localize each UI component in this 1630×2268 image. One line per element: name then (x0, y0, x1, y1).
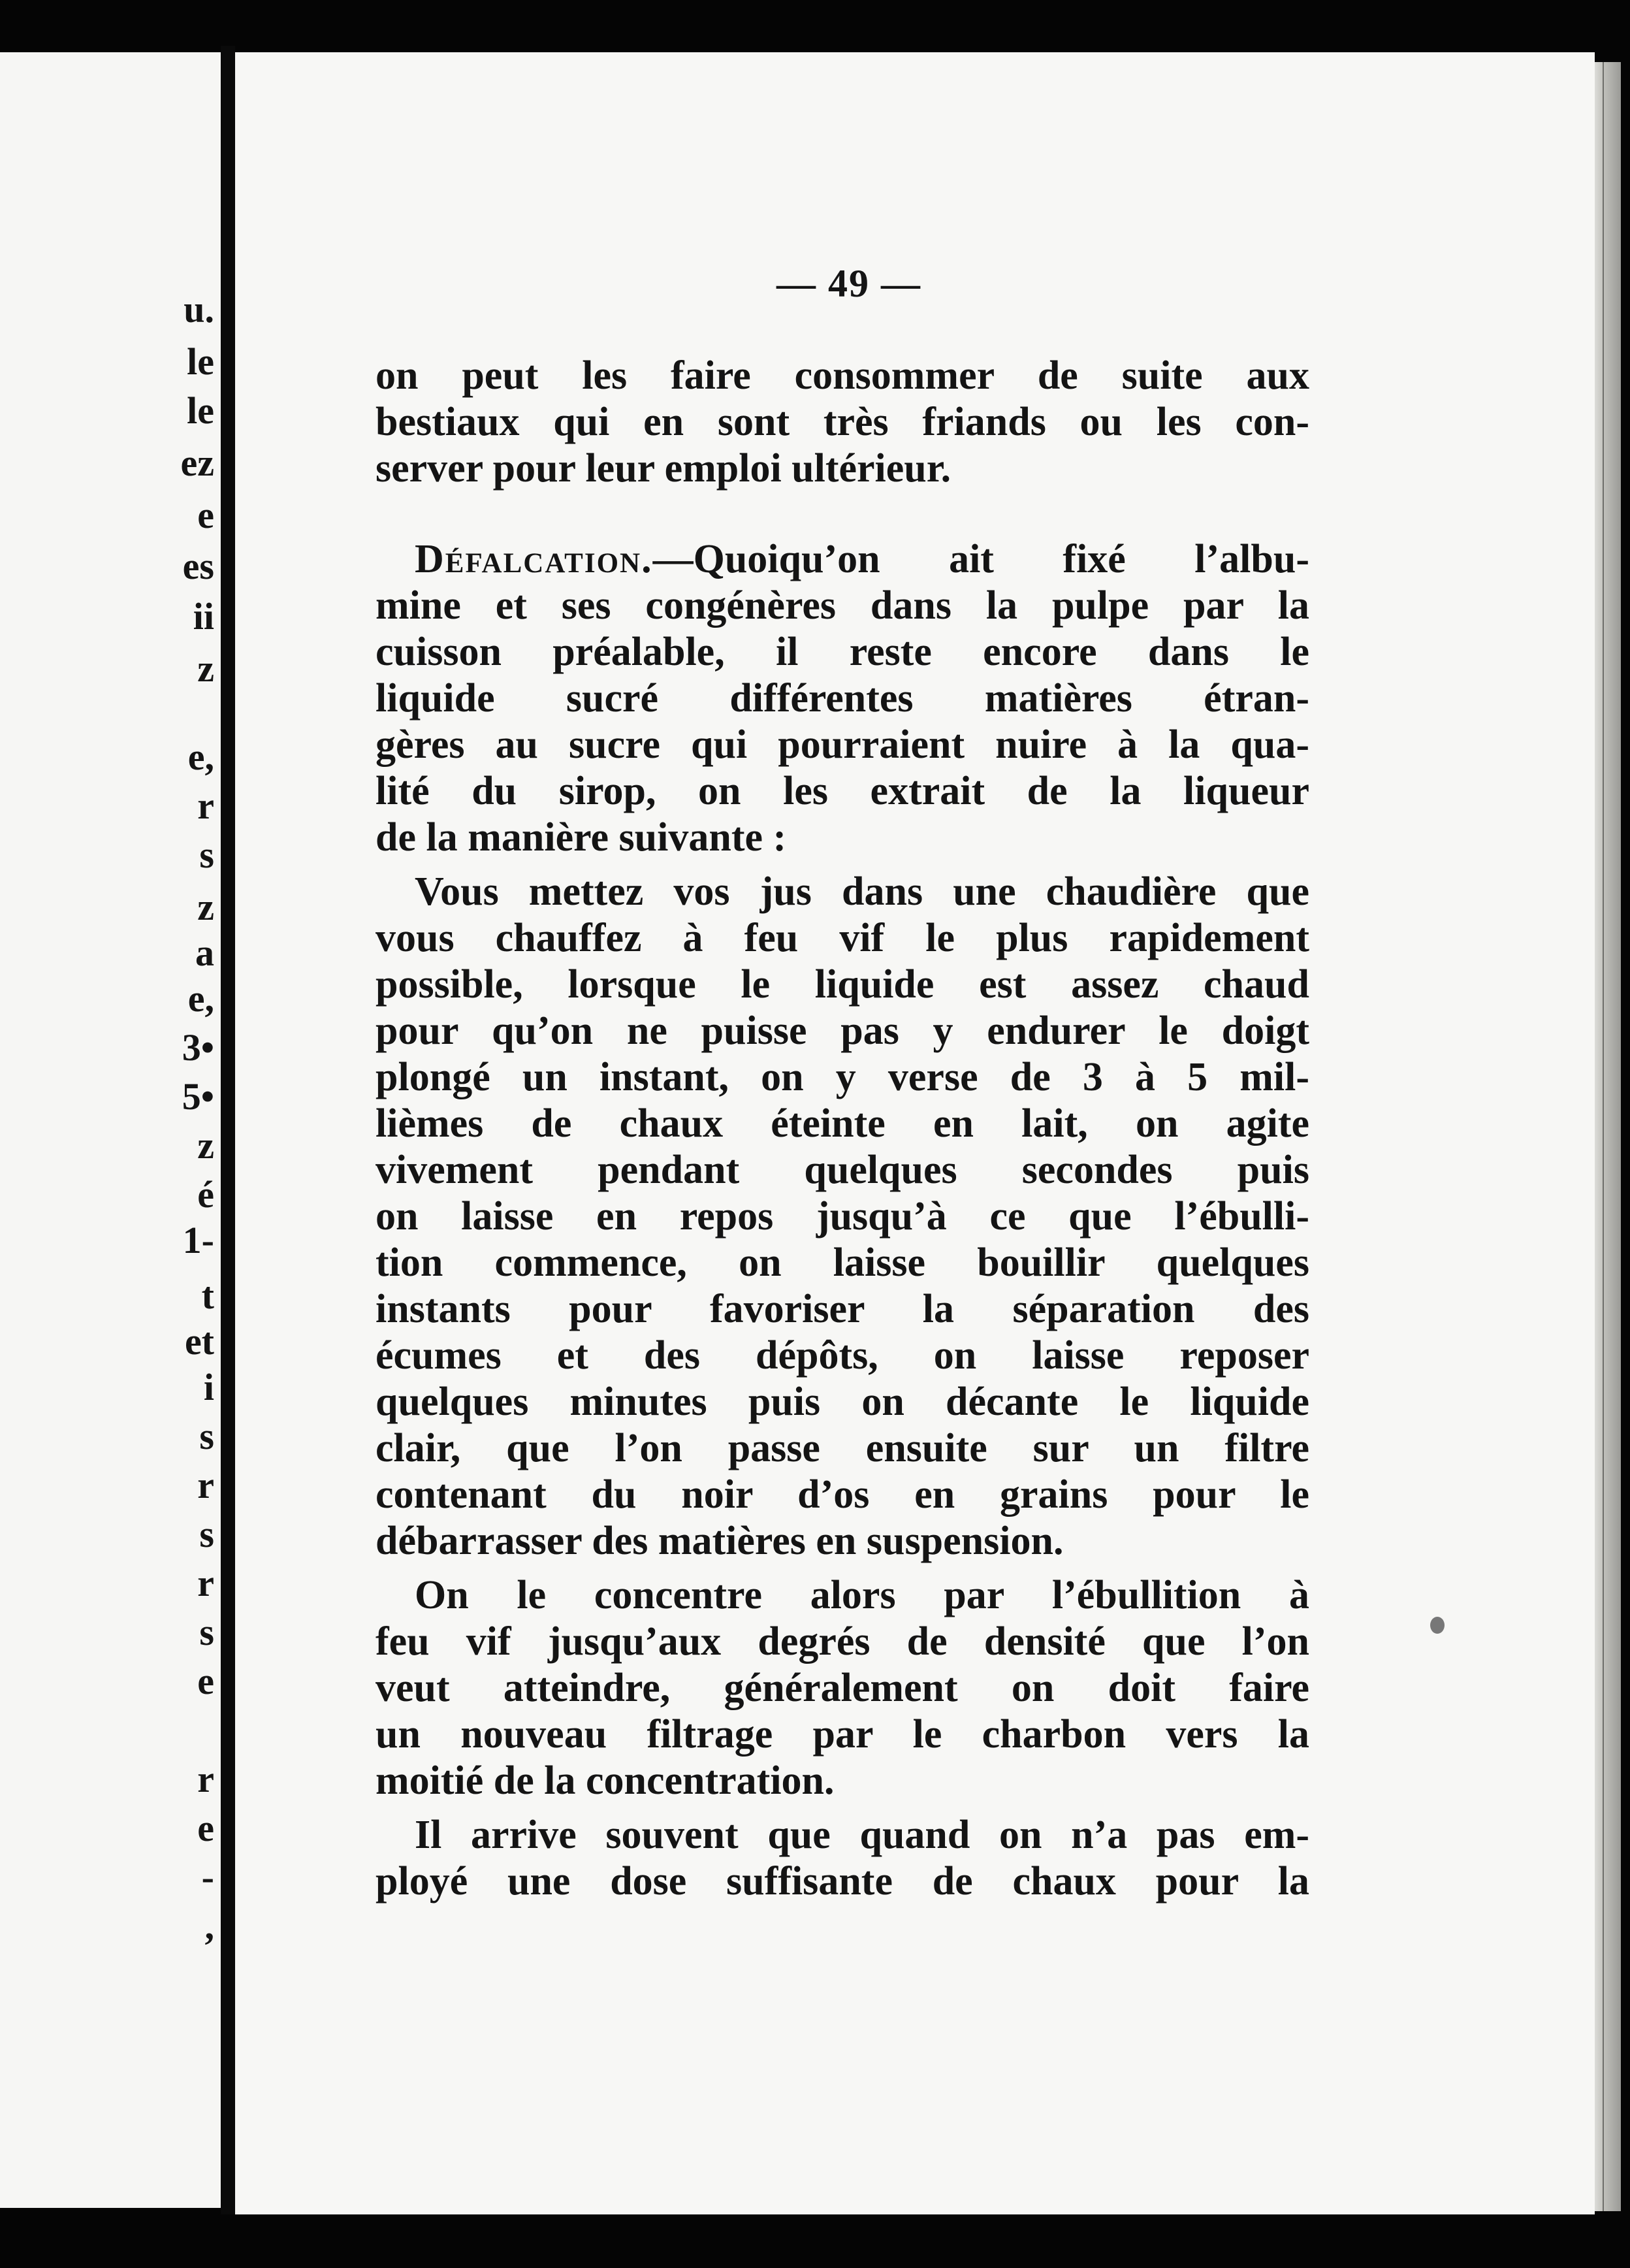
paragraph-gap (376, 861, 1309, 869)
text-line: Vous mettez vos jus dans une chaudière que (415, 869, 1309, 914)
left-page-fragment: le (187, 340, 214, 383)
text-line: On le concentre alors par l’ébullition à (415, 1573, 1309, 1617)
left-page-fragment: r (197, 785, 214, 827)
left-page-fragment: z (197, 886, 214, 928)
text-line: de la manière suivante : (376, 815, 787, 860)
text-line: moitié de la concentration. (376, 1758, 835, 1803)
left-page-fragment: u. (184, 288, 214, 331)
text-line: un nouveau filtrage par le charbon vers la (376, 1712, 1309, 1757)
left-page-fragment: a (195, 932, 214, 974)
text-line: plongé un instant, on y verse de 3 à 5 mil- (376, 1055, 1309, 1099)
left-page-fragment: e, (187, 736, 214, 778)
left-page-fragment: le (187, 389, 214, 432)
page-edge (1595, 62, 1621, 2211)
text-line: gères au sucre qui pourraient nuire à la qua- (376, 722, 1309, 767)
text-line: bestiaux qui en sont très friands ou les con- (376, 400, 1309, 444)
left-page-fragment: 1- (182, 1219, 214, 1261)
text-line: feu vif jusqu’aux degrés de densité que l’on (376, 1619, 1309, 1664)
previous-page-fragment (0, 52, 221, 2208)
paragraph-gap (376, 492, 1309, 536)
text-line: mine et ses congénères dans la pulpe par la (376, 583, 1309, 628)
left-page-fragment: 5• (182, 1075, 214, 1118)
text-line: quelques minutes puis on décante le liquide (376, 1380, 1309, 1424)
left-page-fragment: t (201, 1274, 214, 1317)
page-body-text (376, 353, 1309, 1905)
left-page-fragment: i (203, 1366, 214, 1408)
text-line: contenant du noir d’os en grains pour le (376, 1472, 1309, 1517)
left-page-fragment: et (184, 1320, 214, 1363)
text-line: possible, lorsque le liquide est assez chaud (376, 962, 1309, 1007)
text-line (376, 536, 1309, 583)
left-page-fragment: - (201, 1856, 214, 1898)
text-line: tion commence, on laisse bouillir quelques (376, 1240, 1309, 1285)
text-line: clair, que l’on passe ensuite sur un filtre (376, 1426, 1309, 1470)
text-line: on peut les faire consommer de suite aux (376, 353, 1309, 398)
text-line: server pour leur emploi ultérieur. (376, 446, 951, 491)
text-line: veut atteindre, généralement on doit faire (376, 1666, 1309, 1710)
paragraph-gap (376, 1564, 1309, 1572)
left-page-fragment: s (199, 1415, 214, 1457)
left-page-fragment: r (197, 1562, 214, 1604)
left-page-fragment: e (197, 494, 214, 536)
left-page-fragment: , (204, 1905, 214, 1947)
left-page-fragment: ii (193, 595, 214, 638)
left-page-fragment: es (182, 545, 214, 587)
left-page-fragment: r (197, 1758, 214, 1800)
left-page-fragment: e (197, 1807, 214, 1849)
text-line: débarrasser des matières en suspension. (376, 1519, 1064, 1563)
scan-speck (1430, 1617, 1445, 1634)
text-line: ployé une dose suffisante de chaux pour la (376, 1859, 1309, 1904)
left-page-fragment: 3• (182, 1026, 214, 1069)
left-page-fragment: e, (187, 977, 214, 1020)
page-number: — 49 — (776, 262, 921, 305)
paragraph-gap (376, 1804, 1309, 1812)
left-page-fragment: s (199, 1513, 214, 1555)
text-line: vivement pendant quelques secondes puis (376, 1148, 1309, 1192)
section-heading: Défalcation. (415, 537, 653, 581)
text-line: liquide sucré différentes matières étran- (376, 676, 1309, 721)
text-line: vous chauffez à feu vif le plus rapidement (376, 916, 1309, 960)
text-line: lité du sirop, on les extrait de la liqueur (376, 769, 1309, 813)
left-page-fragment: é (197, 1173, 214, 1216)
text-span: —Quoiqu’on ait fixé l’albu- (652, 537, 1309, 581)
text-line: on laisse en repos jusqu’à ce que l’ébulli- (376, 1194, 1309, 1239)
left-page-fragment: s (199, 834, 214, 876)
left-page-fragment: z (197, 647, 214, 690)
left-page-fragment: ez (180, 442, 214, 484)
text-line: Il arrive souvent que quand on n’a pas em- (415, 1813, 1309, 1857)
left-page-fragment: s (199, 1611, 214, 1653)
text-line: pour qu’on ne puisse pas y endurer le doigt (376, 1009, 1309, 1053)
left-page-fragment: z (197, 1124, 214, 1167)
text-line: lièmes de chaux éteinte en lait, on agite (376, 1101, 1309, 1146)
left-page-fragment: e (197, 1660, 214, 1702)
text-line: écumes et des dépôts, on laisse reposer (376, 1333, 1309, 1378)
book-gutter (221, 46, 235, 2214)
text-line: instants pour favoriser la séparation des (376, 1287, 1309, 1331)
text-line: cuisson préalable, il reste encore dans le (376, 630, 1309, 674)
left-page-fragment: r (197, 1464, 214, 1506)
